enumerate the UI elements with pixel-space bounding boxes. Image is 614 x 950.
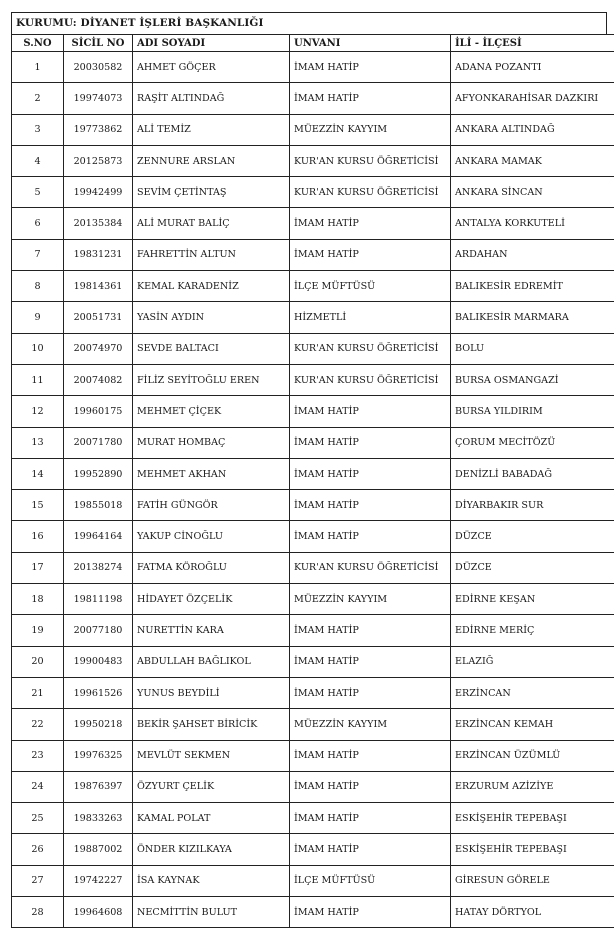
cell-ili-ilcesi: ANKARA SİNCAN	[451, 177, 614, 208]
cell-adi-soyadi: SEVDE BALTACI	[133, 333, 290, 364]
table-row	[12, 803, 614, 834]
cell-unvani: İMAM HATİP	[290, 677, 451, 708]
cell-sicil-no: 19942499	[64, 177, 133, 208]
document-page	[11, 12, 607, 928]
cell-unvani: İMAM HATİP	[290, 208, 451, 239]
cell-sno: 5	[12, 177, 64, 208]
cell-unvani: İMAM HATİP	[290, 740, 451, 771]
table-row	[12, 771, 614, 802]
cell-unvani: KUR'AN KURSU ÖĞRETİCİSİ	[290, 145, 451, 176]
cell-sno: 9	[12, 302, 64, 333]
cell-sicil-no: 19833263	[64, 803, 133, 834]
table-row	[12, 646, 614, 677]
cell-sicil-no: 19961526	[64, 677, 133, 708]
cell-adi-soyadi: HİDAYET ÖZÇELİK	[133, 584, 290, 615]
cell-ili-ilcesi: ESKİŞEHİR TEPEBAŞI	[451, 803, 614, 834]
cell-sno: 27	[12, 865, 64, 896]
table-body	[12, 52, 614, 928]
table-row	[12, 490, 614, 521]
column-header-ili-ilcesi: İLİ - İLÇESİ	[451, 35, 614, 52]
cell-ili-ilcesi: ARDAHAN	[451, 239, 614, 270]
cell-unvani: İMAM HATİP	[290, 834, 451, 865]
cell-adi-soyadi: KEMAL KARADENİZ	[133, 271, 290, 302]
cell-adi-soyadi: NURETTİN KARA	[133, 615, 290, 646]
cell-unvani: MÜEZZİN KAYYIM	[290, 584, 451, 615]
cell-unvani: İMAM HATİP	[290, 521, 451, 552]
cell-ili-ilcesi: ERZİNCAN	[451, 677, 614, 708]
table-row	[12, 552, 614, 583]
cell-sicil-no: 20071780	[64, 427, 133, 458]
header-row	[12, 35, 614, 52]
cell-adi-soyadi: MEHMET AKHAN	[133, 458, 290, 489]
cell-sno: 6	[12, 208, 64, 239]
table-row	[12, 834, 614, 865]
cell-adi-soyadi: ÖZYURT ÇELİK	[133, 771, 290, 802]
cell-ili-ilcesi: ERZİNCAN KEMAH	[451, 709, 614, 740]
cell-adi-soyadi: YUNUS BEYDİLİ	[133, 677, 290, 708]
table-row	[12, 740, 614, 771]
column-header-sicil: SİCİL NO	[64, 35, 133, 52]
table-row	[12, 52, 614, 83]
cell-adi-soyadi: BEKİR ŞAHSET BİRİCİK	[133, 709, 290, 740]
cell-ili-ilcesi: BURSA OSMANGAZİ	[451, 364, 614, 395]
cell-adi-soyadi: MEVLÜT SEKMEN	[133, 740, 290, 771]
cell-sicil-no: 19814361	[64, 271, 133, 302]
cell-unvani: İMAM HATİP	[290, 396, 451, 427]
cell-sno: 19	[12, 615, 64, 646]
cell-sno: 23	[12, 740, 64, 771]
cell-sno: 12	[12, 396, 64, 427]
cell-unvani: İMAM HATİP	[290, 803, 451, 834]
table-row	[12, 615, 614, 646]
cell-sicil-no: 20074970	[64, 333, 133, 364]
cell-sicil-no: 19960175	[64, 396, 133, 427]
table-row	[12, 83, 614, 114]
cell-ili-ilcesi: ERZURUM AZİZİYE	[451, 771, 614, 802]
cell-adi-soyadi: ZENNURE ARSLAN	[133, 145, 290, 176]
table-row	[12, 302, 614, 333]
cell-sicil-no: 20138274	[64, 552, 133, 583]
cell-unvani: MÜEZZİN KAYYIM	[290, 709, 451, 740]
cell-unvani: İMAM HATİP	[290, 52, 451, 83]
cell-sicil-no: 19831231	[64, 239, 133, 270]
cell-unvani: İLÇE MÜFTÜSÜ	[290, 271, 451, 302]
cell-adi-soyadi: ÖNDER KIZILKAYA	[133, 834, 290, 865]
cell-sno: 18	[12, 584, 64, 615]
cell-ili-ilcesi: ÇORUM MECİTÖZÜ	[451, 427, 614, 458]
cell-ili-ilcesi: BALIKESİR EDREMİT	[451, 271, 614, 302]
cell-ili-ilcesi: ELAZIĞ	[451, 646, 614, 677]
table-row	[12, 427, 614, 458]
cell-sicil-no: 20030582	[64, 52, 133, 83]
cell-adi-soyadi: RAŞİT ALTINDAĞ	[133, 83, 290, 114]
cell-unvani: İMAM HATİP	[290, 490, 451, 521]
cell-ili-ilcesi: ANKARA ALTINDAĞ	[451, 114, 614, 145]
cell-unvani: İMAM HATİP	[290, 458, 451, 489]
cell-sno: 8	[12, 271, 64, 302]
cell-ili-ilcesi: ESKİŞEHİR TEPEBAŞI	[451, 834, 614, 865]
cell-sicil-no: 20074082	[64, 364, 133, 395]
cell-ili-ilcesi: BALIKESİR MARMARA	[451, 302, 614, 333]
cell-sicil-no: 19773862	[64, 114, 133, 145]
table-row	[12, 333, 614, 364]
cell-sno: 2	[12, 83, 64, 114]
cell-adi-soyadi: AHMET GÖÇER	[133, 52, 290, 83]
cell-adi-soyadi: FATMA KÖROĞLU	[133, 552, 290, 583]
personnel-table	[11, 34, 614, 928]
table-row	[12, 114, 614, 145]
cell-sno: 16	[12, 521, 64, 552]
table-row	[12, 458, 614, 489]
cell-sno: 15	[12, 490, 64, 521]
table-row	[12, 396, 614, 427]
cell-adi-soyadi: SEVİM ÇETİNTAŞ	[133, 177, 290, 208]
cell-adi-soyadi: FATİH GÜNGÖR	[133, 490, 290, 521]
cell-ili-ilcesi: ANKARA MAMAK	[451, 145, 614, 176]
cell-ili-ilcesi: BOLU	[451, 333, 614, 364]
cell-ili-ilcesi: DENİZLİ BABADAĞ	[451, 458, 614, 489]
cell-sicil-no: 19950218	[64, 709, 133, 740]
cell-adi-soyadi: YASİN AYDIN	[133, 302, 290, 333]
cell-sno: 28	[12, 897, 64, 928]
cell-sno: 11	[12, 364, 64, 395]
cell-sicil-no: 19742227	[64, 865, 133, 896]
cell-unvani: İMAM HATİP	[290, 239, 451, 270]
cell-unvani: İMAM HATİP	[290, 646, 451, 677]
cell-sno: 20	[12, 646, 64, 677]
cell-adi-soyadi: NECMİTTİN BULUT	[133, 897, 290, 928]
cell-ili-ilcesi: AFYONKARAHİSAR DAZKIRI	[451, 83, 614, 114]
cell-ili-ilcesi: DÜZCE	[451, 552, 614, 583]
cell-adi-soyadi: YAKUP CİNOĞLU	[133, 521, 290, 552]
cell-ili-ilcesi: DÜZCE	[451, 521, 614, 552]
cell-unvani: İMAM HATİP	[290, 771, 451, 802]
cell-adi-soyadi: ALİ TEMİZ	[133, 114, 290, 145]
cell-sno: 25	[12, 803, 64, 834]
cell-ili-ilcesi: ADANA POZANTI	[451, 52, 614, 83]
institution-header: KURUMU: DİYANET İŞLERİ BAŞKANLIĞI	[11, 12, 607, 34]
table-row	[12, 584, 614, 615]
table-header	[12, 35, 614, 52]
cell-sno: 24	[12, 771, 64, 802]
cell-unvani: HİZMETLİ	[290, 302, 451, 333]
table-row	[12, 177, 614, 208]
cell-unvani: İMAM HATİP	[290, 427, 451, 458]
table-row	[12, 145, 614, 176]
cell-adi-soyadi: İSA KAYNAK	[133, 865, 290, 896]
cell-adi-soyadi: ABDULLAH BAĞLIKOL	[133, 646, 290, 677]
cell-adi-soyadi: MEHMET ÇİÇEK	[133, 396, 290, 427]
table-row	[12, 521, 614, 552]
cell-sno: 1	[12, 52, 64, 83]
cell-adi-soyadi: ALİ MURAT BALİÇ	[133, 208, 290, 239]
cell-sicil-no: 20125873	[64, 145, 133, 176]
cell-sicil-no: 20051731	[64, 302, 133, 333]
cell-unvani: İLÇE MÜFTÜSÜ	[290, 865, 451, 896]
cell-ili-ilcesi: EDİRNE KEŞAN	[451, 584, 614, 615]
cell-sicil-no: 19964164	[64, 521, 133, 552]
table-row	[12, 897, 614, 928]
table-row	[12, 364, 614, 395]
cell-sno: 17	[12, 552, 64, 583]
column-header-adi-soyadi: ADI SOYADI	[133, 35, 290, 52]
table-row	[12, 865, 614, 896]
cell-adi-soyadi: FAHRETTİN ALTUN	[133, 239, 290, 270]
cell-unvani: İMAM HATİP	[290, 83, 451, 114]
table-row	[12, 208, 614, 239]
column-header-unvani: UNVANI	[290, 35, 451, 52]
table-row	[12, 677, 614, 708]
column-header-sno: S.NO	[12, 35, 64, 52]
cell-ili-ilcesi: BURSA YILDIRIM	[451, 396, 614, 427]
table-row	[12, 709, 614, 740]
cell-sno: 3	[12, 114, 64, 145]
cell-ili-ilcesi: GİRESUN GÖRELE	[451, 865, 614, 896]
cell-sno: 22	[12, 709, 64, 740]
cell-ili-ilcesi: EDİRNE MERİÇ	[451, 615, 614, 646]
cell-sicil-no: 19976325	[64, 740, 133, 771]
cell-sicil-no: 19876397	[64, 771, 133, 802]
cell-sicil-no: 20135384	[64, 208, 133, 239]
cell-sno: 26	[12, 834, 64, 865]
cell-sicil-no: 19964608	[64, 897, 133, 928]
cell-unvani: İMAM HATİP	[290, 897, 451, 928]
cell-unvani: KUR'AN KURSU ÖĞRETİCİSİ	[290, 552, 451, 583]
cell-ili-ilcesi: HATAY DÖRTYOL	[451, 897, 614, 928]
cell-sno: 21	[12, 677, 64, 708]
cell-sicil-no: 19887002	[64, 834, 133, 865]
cell-adi-soyadi: MURAT HOMBAÇ	[133, 427, 290, 458]
cell-unvani: İMAM HATİP	[290, 615, 451, 646]
cell-ili-ilcesi: ERZİNCAN ÜZÜMLÜ	[451, 740, 614, 771]
cell-sicil-no: 19855018	[64, 490, 133, 521]
cell-sno: 7	[12, 239, 64, 270]
cell-sno: 14	[12, 458, 64, 489]
cell-sicil-no: 19900483	[64, 646, 133, 677]
cell-ili-ilcesi: DİYARBAKIR SUR	[451, 490, 614, 521]
cell-sicil-no: 19811198	[64, 584, 133, 615]
cell-sno: 10	[12, 333, 64, 364]
table-row	[12, 239, 614, 270]
cell-ili-ilcesi: ANTALYA KORKUTELİ	[451, 208, 614, 239]
cell-sno: 13	[12, 427, 64, 458]
cell-adi-soyadi: FİLİZ SEYİTOĞLU EREN	[133, 364, 290, 395]
cell-unvani: KUR'AN KURSU ÖĞRETİCİSİ	[290, 177, 451, 208]
cell-unvani: KUR'AN KURSU ÖĞRETİCİSİ	[290, 364, 451, 395]
cell-unvani: KUR'AN KURSU ÖĞRETİCİSİ	[290, 333, 451, 364]
cell-sno: 4	[12, 145, 64, 176]
cell-sicil-no: 20077180	[64, 615, 133, 646]
cell-sicil-no: 19952890	[64, 458, 133, 489]
cell-sicil-no: 19974073	[64, 83, 133, 114]
cell-unvani: MÜEZZİN KAYYIM	[290, 114, 451, 145]
cell-adi-soyadi: KAMAL POLAT	[133, 803, 290, 834]
table-row	[12, 271, 614, 302]
